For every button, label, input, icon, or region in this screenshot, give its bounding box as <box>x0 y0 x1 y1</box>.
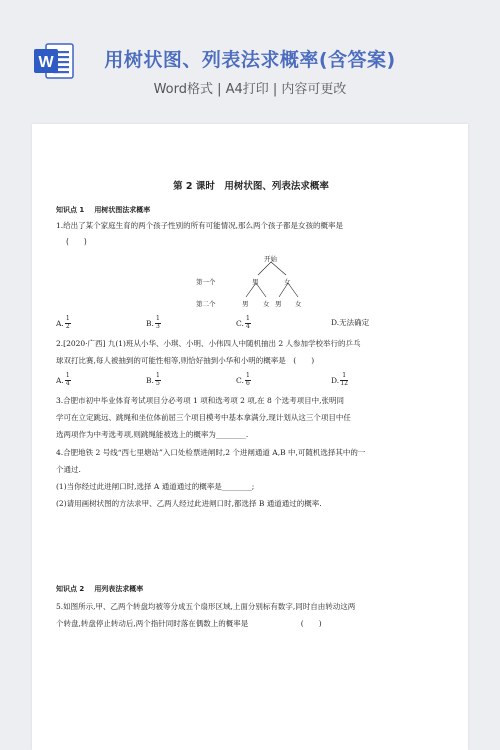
fraction <box>245 373 251 387</box>
denominator: 2 <box>65 323 70 330</box>
option-text: 无法确定 <box>339 318 370 327</box>
option-letter: A. <box>56 318 64 328</box>
option-d <box>331 316 369 329</box>
tree-diagram <box>186 253 336 315</box>
fraction <box>340 373 348 387</box>
denominator: 6 <box>245 380 250 387</box>
denominator: 4 <box>65 380 70 387</box>
section-name: 用列表法求概率 <box>94 585 144 593</box>
question-1-blank: ( ) <box>66 237 87 246</box>
question-1-options <box>56 316 446 332</box>
question-3-text: 3.合肥市初中毕业体育考试项目分必考项 1 项和选考项 2 项,在 8 个选考项目中,张明同 <box>56 396 345 405</box>
option-letter: C. <box>236 375 244 385</box>
tree-node: 男 <box>275 300 282 308</box>
denominator: 5 <box>155 380 160 387</box>
lesson-title: 第 2 课时 用树状图、列表法求概率 <box>173 181 329 192</box>
section-heading-2 <box>56 583 143 596</box>
fraction <box>155 316 161 330</box>
tree-node: 女 <box>295 300 302 308</box>
tree-node: 女 <box>284 278 291 286</box>
page-subtitle: Word格式 | A4打印 | 内容可更改 <box>153 82 347 97</box>
question-1-text: 1.给出了某个家庭生育的两个孩子性别的所有可能情况,那么两个孩子都是女孩的概率是 <box>56 221 344 230</box>
question-2-text: 2.[2020·广西] 九(1)班从小华、小琪、小明、小伟四人中随机抽出 2 人参加学校举行的乒乓 <box>56 339 361 348</box>
option-d <box>331 373 348 387</box>
fraction <box>155 373 161 387</box>
fraction <box>65 316 71 330</box>
denominator: 12 <box>340 380 348 387</box>
option-c <box>236 316 251 330</box>
page-title: 用树状图、列表法求概率(含答案) <box>104 49 396 71</box>
question-2-text: 球双打比赛,每人被抽到的可能性相等,则恰好抽到小华和小明的概率是 ( ) <box>56 356 315 365</box>
numerator: 1 <box>245 315 250 322</box>
tree-node: 男 <box>252 278 259 286</box>
question-4-text: 4.合肥地铁 2 号线“西七里塘站”入口处检票进闸时,2 个进闸通道 A,B 中,可随机选择其中的一 <box>56 448 366 457</box>
question-4-part-2: (2)请用画树状图的方法求甲、乙两人经过此进闸口时,都选择 B 通道通过的概率. <box>56 499 322 508</box>
option-letter: A. <box>56 375 64 385</box>
question-5-text: 个转盘,转盘停止转动后,两个指针同时落在偶数上的概率是 ( ) <box>56 619 322 628</box>
question-4-part-1: (1)当你经过此进闸口时,选择 A 通道通过的概率是________; <box>56 482 255 491</box>
denominator: 4 <box>245 323 250 330</box>
option-b <box>146 373 161 387</box>
question-2-options <box>56 373 446 389</box>
numerator: 1 <box>65 372 70 379</box>
svg-text:W: W <box>38 54 54 71</box>
numerator: 1 <box>245 372 250 379</box>
question-3-text: 选两项作为中考选考项,则跳绳能被选上的概率为________. <box>56 430 249 439</box>
tree-node: 男 <box>242 300 249 308</box>
option-letter: D. <box>331 318 340 327</box>
numerator: 1 <box>155 315 160 322</box>
fraction <box>245 316 251 330</box>
section-label: 知识点 2 <box>56 585 85 593</box>
fraction <box>65 373 71 387</box>
option-b <box>146 316 161 330</box>
numerator: 1 <box>155 372 160 379</box>
page-header <box>0 0 500 110</box>
question-5-text: 5.如图所示,甲、乙两个转盘均被等分成五个扇形区域,上面分别标有数字,同时自由转动这两 <box>56 602 356 611</box>
section-heading-1 <box>56 204 150 217</box>
section-name: 用树状图法求概率 <box>94 206 151 214</box>
numerator: 1 <box>65 315 70 322</box>
option-a <box>56 373 71 387</box>
option-letter: C. <box>236 318 244 328</box>
option-letter: B. <box>146 318 154 328</box>
question-3-text: 学可在立定跳远、跳绳和坐位体前屈三个项目模考中基本拿满分,现计划从这三个项目中任 <box>56 413 351 422</box>
option-letter: B. <box>146 375 154 385</box>
tree-row1-label: 第一个 <box>196 278 216 286</box>
numerator: 1 <box>342 372 347 379</box>
question-4-text: 个通过. <box>56 465 81 474</box>
option-a <box>56 316 71 330</box>
tree-node: 女 <box>263 300 270 308</box>
denominator: 3 <box>155 323 160 330</box>
option-c <box>236 373 251 387</box>
section-label: 知识点 1 <box>56 206 85 214</box>
tree-root: 开始 <box>264 255 277 263</box>
tree-row2-label: 第二个 <box>196 300 216 308</box>
option-letter: D. <box>331 375 340 385</box>
